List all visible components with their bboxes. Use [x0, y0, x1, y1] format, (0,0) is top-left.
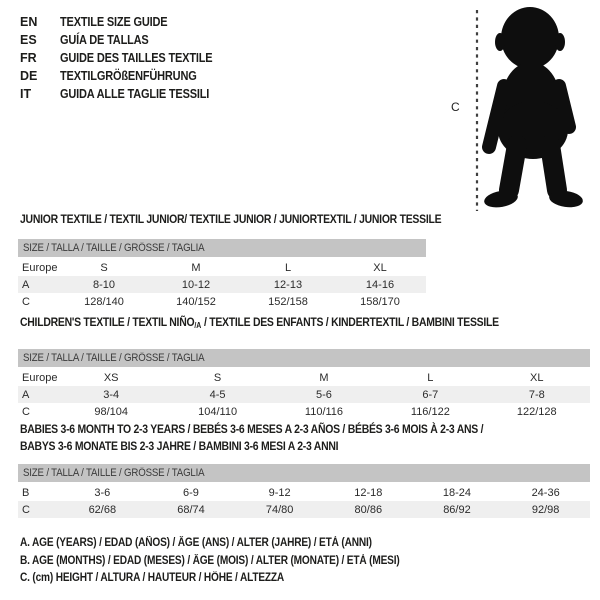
size-cell: 104/110 [198, 405, 238, 418]
size-table-header: SIZE / TALLA / TAILLE / GRÖSSE / TAGLIA [18, 239, 426, 258]
language-code: DE [20, 69, 38, 83]
size-cell: 8-10 [92, 278, 116, 291]
size-cell: 5-6 [316, 388, 332, 401]
row-label: C [22, 503, 30, 516]
table-row [18, 276, 426, 293]
section-title: BABIES 3-6 MONTH TO 2-3 YEARS / BEBÉS 3-6 MESES A 2-3 AÑOS / BÉBÉS 3-6 MOIS À 2-3 ANS / [20, 422, 484, 436]
size-cell: 92/98 [531, 503, 560, 516]
size-cell: 4-5 [209, 388, 226, 401]
language-row [20, 67, 233, 85]
childrens-textile-section [18, 315, 590, 420]
size-cell: M [191, 261, 201, 274]
language-code: ES [20, 33, 37, 47]
size-cell: XL [530, 371, 544, 384]
baby-figure [440, 0, 600, 215]
language-row [20, 49, 233, 67]
row-label: B [22, 486, 30, 499]
baby-silhouette-icon [440, 0, 600, 215]
size-cell: 12-18 [354, 486, 383, 499]
language-title: TEXTILGRÖßENFÜHRUNG [60, 69, 197, 83]
row-label: A [22, 278, 30, 291]
size-table [18, 464, 590, 518]
legend [20, 535, 451, 588]
size-cell: 86/92 [443, 503, 471, 516]
size-cell: 24-36 [531, 486, 560, 499]
size-table [18, 349, 590, 420]
language-title: TEXTILE SIZE GUIDE [60, 15, 168, 29]
size-cell: 98/104 [94, 405, 129, 418]
section-title: CHILDREN'S TEXTILE / TEXTIL $NIÑO_{/A}$ / TEXTILE DES ENFANTS / KINDERTEXTIL / BAMBINI TESSILE [20, 315, 499, 330]
language-title: GUIDE DES TAILLES TEXTILE [60, 51, 213, 65]
size-cell: 122/128 [516, 405, 557, 418]
language-title: GUÍA DE TALLAS [60, 33, 149, 47]
title-subscript: /A [194, 321, 202, 330]
size-cell: L [427, 371, 434, 384]
size-cell: 18-24 [442, 486, 472, 499]
row-label: Europe [22, 261, 58, 274]
size-cell: 158/170 [360, 295, 400, 308]
size-cell: 14-16 [365, 278, 395, 291]
size-table-header: SIZE / TALLA / TAILLE / GRÖSSE / TAGLIA [18, 464, 590, 483]
size-cell: S [213, 371, 222, 384]
size-cell: 62/68 [88, 503, 117, 516]
table-row [18, 386, 590, 403]
size-cell: L [284, 261, 292, 274]
table-row [18, 368, 590, 386]
legend-line: B. AGE (MONTHS) / EDAD (MESES) / ÂGE (MOIS) / ALTER (MONATE) / ETÀ (MESI) [20, 554, 400, 567]
table-row [18, 483, 590, 501]
size-cell: 80/86 [354, 503, 383, 516]
language-code: FR [20, 51, 37, 65]
size-cell: 6-9 [183, 486, 199, 499]
size-cell: XL [373, 261, 387, 274]
language-code: EN [20, 15, 38, 29]
size-cell: 152/158 [268, 295, 308, 308]
row-label: A [22, 388, 30, 401]
table-row [18, 403, 590, 420]
size-cell: 68/74 [177, 503, 205, 516]
size-cell: 128/140 [84, 295, 124, 308]
section-title: BABYS 3-6 MONATE BIS 2-3 JAHRE / BAMBINI 3-6 MESI A 2-3 ANNI [20, 439, 339, 453]
table-row [18, 501, 590, 518]
size-cell: S [100, 261, 108, 274]
size-cell: M [319, 371, 329, 384]
size-cell: 140/152 [176, 295, 216, 308]
language-list [20, 13, 233, 103]
language-title: GUIDA ALLE TAGLIE TESSILI [60, 87, 210, 101]
babies-textile-section [18, 422, 590, 518]
size-cell: 10-12 [181, 278, 211, 291]
legend-line: A. AGE (YEARS) / EDAD (AÑOS) / ÂGE (ANS) / ALTER (JAHRE) / ETÀ (ANNI) [20, 537, 372, 549]
size-cell: 12-13 [273, 278, 303, 291]
row-label: C [22, 295, 30, 308]
section-title: JUNIOR TEXTILE / TEXTIL JUNIOR/ TEXTILE JUNIOR / JUNIORTEXTIL / JUNIOR TESSILE [20, 212, 442, 226]
size-cell: 7-8 [528, 388, 545, 401]
language-row [20, 31, 233, 49]
height-marker-label: C [451, 100, 460, 114]
size-cell: 3-4 [103, 388, 120, 401]
row-label: Europe [22, 371, 58, 384]
size-cell: 9-12 [268, 486, 291, 499]
size-cell: 74/80 [265, 503, 294, 516]
size-table-header: SIZE / TALLA / TAILLE / GRÖSSE / TAGLIA [18, 349, 590, 368]
legend-line: C. (cm) HEIGHT / ALTURA / HAUTEUR / HÖHE / ALTEZZA [20, 572, 285, 584]
table-row [18, 293, 426, 310]
language-row [20, 13, 233, 31]
size-table [18, 239, 426, 310]
size-cell: 6-7 [422, 388, 439, 401]
table-row [18, 258, 426, 276]
language-code: IT [20, 87, 32, 101]
junior-textile-section [18, 212, 442, 310]
row-label: C [22, 405, 30, 418]
size-cell: 3-6 [94, 486, 111, 499]
size-cell: 116/122 [410, 405, 450, 418]
size-cell: 110/116 [304, 405, 344, 418]
language-row [20, 85, 233, 103]
size-cell: XS [103, 371, 119, 384]
